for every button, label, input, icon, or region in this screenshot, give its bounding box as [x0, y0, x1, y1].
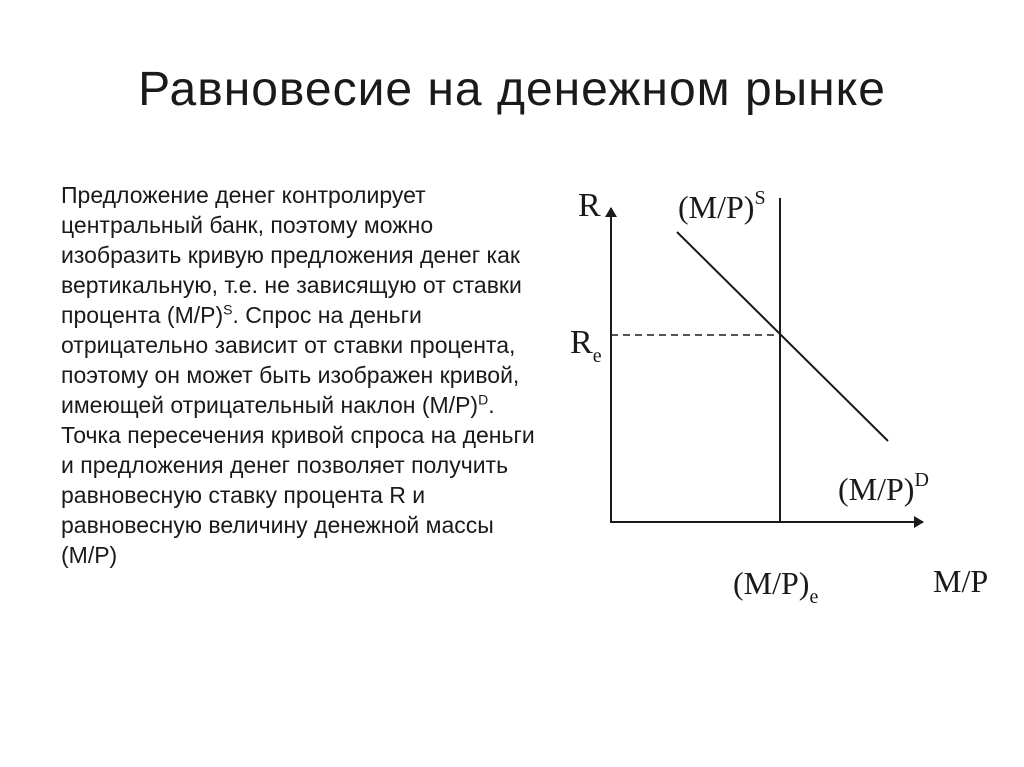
demand-curve-label: [838, 469, 929, 507]
paragraph-part-3: . Точка пересечения кривой спроса на деньги и предложения денег позволяет получить равновесную ставку процента R и равновесную величину денежной массы (M/P): [61, 392, 535, 568]
slide-title: Равновесие на денежном рынке: [138, 63, 886, 116]
equilibrium-quantity-sub: e: [809, 586, 819, 608]
money-demand-curve: [677, 232, 888, 441]
paragraph-part-1: Предложение денег контролирует центральный банк, поэтому можно изобразить кривую предложения денег как вертикальную, т.е. не зависящую от ставки процента (M/P): [61, 182, 522, 328]
supply-label-base: (M/P): [678, 189, 755, 225]
equilibrium-rate-label: [570, 324, 602, 367]
y-axis-label: R: [578, 187, 601, 224]
x-axis-label: M/P: [933, 563, 989, 599]
demand-label-base: (M/P): [838, 471, 915, 507]
equilibrium-rate-sub: e: [592, 345, 602, 367]
money-market-diagram: [540, 160, 1024, 630]
supply-curve-label: [678, 187, 766, 225]
explanation-paragraph: [61, 180, 536, 570]
demand-label-sup: D: [914, 469, 929, 491]
body-text: [61, 180, 536, 570]
equilibrium-quantity-label: [733, 565, 818, 608]
demand-superscript: D: [478, 391, 489, 408]
equilibrium-rate-base: R: [570, 324, 593, 361]
equilibrium-quantity-base: (M/P): [733, 565, 810, 601]
supply-label-sup: S: [754, 187, 766, 209]
supply-superscript: S: [223, 301, 233, 318]
paragraph-part-2: . Спрос на деньги отрицательно зависит от ставки процента, поэтому он может быть изображен кривой, имеющей отрицательный наклон (M/P): [61, 302, 520, 418]
